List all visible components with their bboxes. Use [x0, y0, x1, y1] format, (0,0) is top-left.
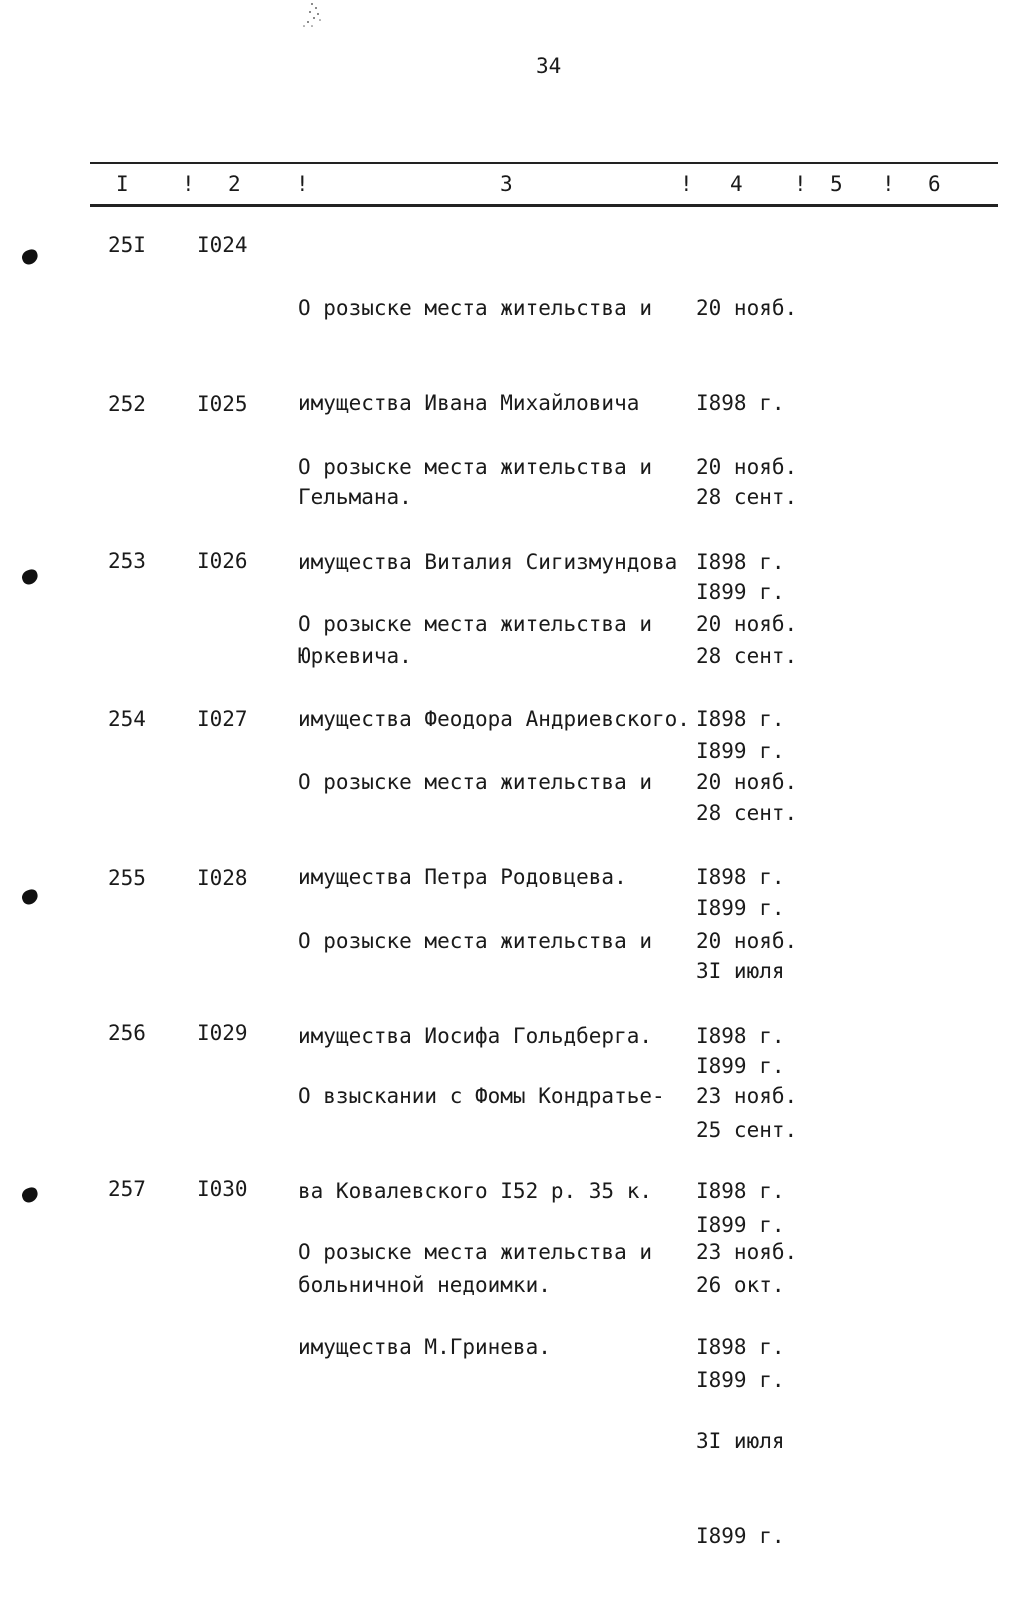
record-number: 255: [108, 866, 146, 890]
title-line: О розыске места жительства и: [298, 612, 653, 636]
date-line: 3I июля: [696, 959, 785, 983]
title-line: имущества Виталия Сигизмундова: [298, 549, 678, 574]
date-line: 25 сент.: [696, 1118, 798, 1142]
date-line: 28 сент.: [696, 801, 798, 825]
file-number: I026: [197, 549, 248, 573]
date-line: 20 нояб.: [696, 455, 798, 479]
date-line: I899 г.: [696, 895, 785, 920]
record-dates: [696, 1174, 797, 1615]
date-line: 20 нояб.: [696, 296, 798, 320]
title-line: имущества Иосифа Гольдберга.: [298, 1023, 653, 1048]
header-separator: !: [296, 172, 309, 196]
title-line: ва Ковалевского I52 р. 35 к.: [298, 1178, 653, 1203]
title-line: больничной недоимки.: [298, 1273, 551, 1297]
file-number: I030: [197, 1177, 248, 1201]
header-separator: !: [794, 172, 807, 196]
title-line: О розыске места жительства и: [298, 770, 653, 794]
date-line: I898 г.: [696, 1178, 785, 1203]
date-line: I898 г.: [696, 1334, 785, 1359]
record-title: [298, 1174, 652, 1426]
title-line: имущества Петра Родовцева.: [298, 864, 627, 889]
title-line: О розыске места жительства и: [298, 455, 653, 479]
record-number: 25I: [108, 233, 146, 257]
header-col-1: I: [116, 172, 129, 196]
title-line: О розыске места жительства и: [298, 929, 653, 953]
date-line: I899 г.: [696, 1367, 785, 1392]
header-separator: !: [182, 172, 195, 196]
date-line: I899 г.: [696, 1053, 785, 1078]
title-line: Юркевича.: [298, 644, 412, 668]
page-number: 34: [536, 54, 562, 78]
title-line: имущества Феодора Андриевского.: [298, 706, 690, 731]
table-row: [0, 1174, 1024, 1548]
title-line: О розыске места жительства и: [298, 1240, 653, 1264]
header-bottom-rule: [90, 204, 998, 207]
date-line: 20 нояб.: [696, 929, 798, 953]
title-line: О взыскании с Фомы Кондратье-: [298, 1084, 665, 1108]
record-number: 253: [108, 549, 146, 573]
file-number: I027: [197, 707, 248, 731]
date-line: I899 г.: [696, 1212, 785, 1237]
date-line: I899 г.: [696, 738, 785, 763]
header-col-4: 4: [730, 172, 743, 196]
date-line: 26 окт.: [696, 1273, 785, 1297]
date-line: 3I июля: [696, 1429, 785, 1453]
record-number: 254: [108, 707, 146, 731]
date-line: 23 нояб.: [696, 1084, 798, 1108]
header-col-2: 2: [228, 172, 241, 196]
record-number: 256: [108, 1021, 146, 1045]
file-number: I025: [197, 392, 248, 416]
header-separator: !: [882, 172, 895, 196]
date-line: I898 г.: [696, 706, 785, 731]
date-line: 20 нояб.: [696, 770, 798, 794]
header-top-rule: [90, 162, 998, 164]
date-line: 23 нояб.: [696, 1240, 798, 1264]
title-line: О розыске места жительства и: [298, 296, 653, 320]
header-col-3: 3: [500, 172, 513, 196]
header-separator: !: [680, 172, 693, 196]
date-line: 28 сент.: [696, 644, 798, 668]
header-col-6: 6: [928, 172, 941, 196]
date-line: 20 нояб.: [696, 612, 798, 636]
date-line: I898 г.: [696, 549, 785, 574]
title-line: имущества М.Гринева.: [298, 1334, 551, 1359]
record-number: 252: [108, 392, 146, 416]
title-line: Гельмана.: [298, 485, 412, 509]
date-line: I898 г.: [696, 1023, 785, 1048]
record-number: 257: [108, 1177, 146, 1201]
date-line: 28 сент.: [696, 485, 798, 509]
file-number: I029: [197, 1021, 248, 1045]
file-number: I024: [197, 233, 248, 257]
title-line: имущества Ивана Михайловича: [298, 390, 640, 415]
header-col-5: 5: [830, 172, 843, 196]
date-line: I899 г.: [696, 1523, 785, 1548]
date-line: I898 г.: [696, 864, 785, 889]
date-line: I899 г.: [696, 579, 785, 604]
file-number: I028: [197, 866, 248, 890]
speckle-mark: [282, 0, 332, 32]
date-line: I898 г.: [696, 390, 785, 415]
